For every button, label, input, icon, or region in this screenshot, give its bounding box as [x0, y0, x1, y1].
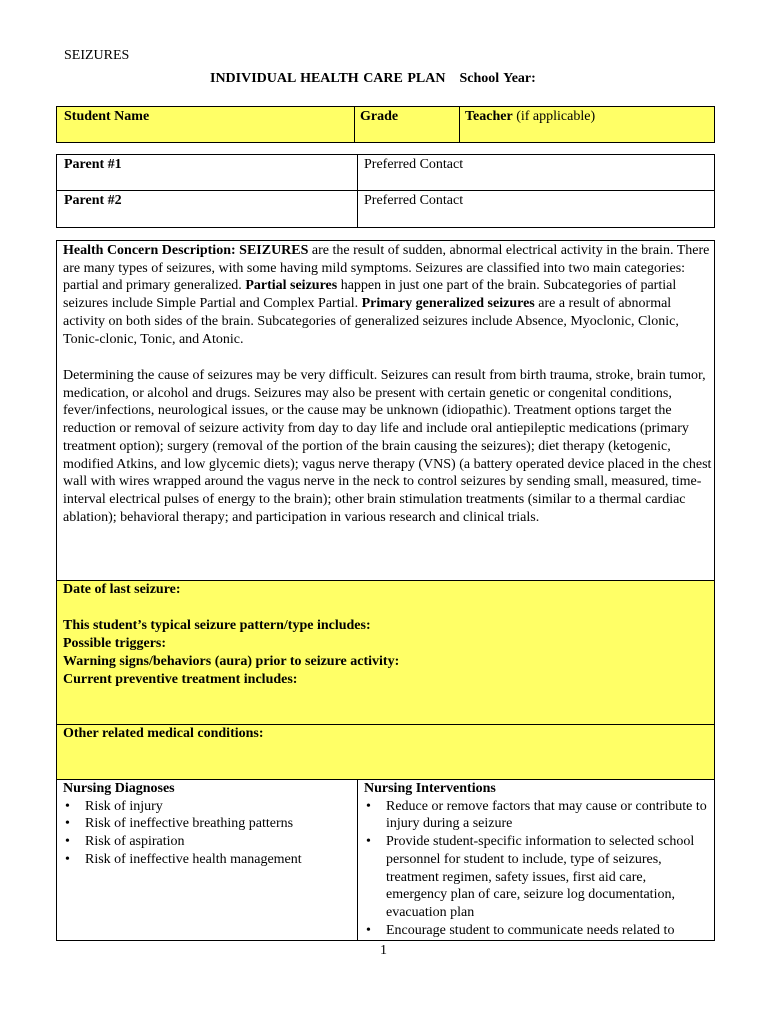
health-concern-paragraph	[63, 242, 713, 348]
seizure-pattern-label: This student’s typical seizure pattern/type includes:	[63, 618, 371, 633]
parent-1-label: Parent #1	[64, 157, 122, 172]
page-title	[210, 71, 536, 87]
page-number: 1	[380, 943, 387, 958]
parent-2-contact: Preferred Contact	[364, 193, 464, 208]
health-concern-label: Health Concern Description	[63, 243, 231, 258]
other-conditions-label: Other related medical conditions:	[63, 726, 264, 741]
cause-treatment-paragraph: Determining the cause of seizures may be very difficult. Seizures can result from birth trauma, stroke, brain tumor, medication, or alcohol and drugs. Seizures may also be present with certain genetic or congenital conditions, fever/infections, neurological issues, or the cause may be unknown (idiopathic). Treatment options target the reduction or removal of seizure activity from day to day life and include oral antiepileptic medications (primary treatment option); surgery (removal of the portion of the brain causing the seizures); diet therapy (ketogenic, modified Atkins, and low glycemic diets); vagus nerve therapy (VNS) (a battery operated device placed in the chest wall with wires wrapped around the vagus nerve in the neck to control seizures by sending small, measured, time-interval electrical pulses of energy to the brain); other brain stimulation treatments (similar to a thermal cardiac ablation); behavioral therapy; and participation in various research and clinical trials.	[63, 368, 712, 525]
student-info-table	[56, 106, 715, 143]
plan-title: INDIVIDUAL HEALTH CARE PLAN	[210, 71, 446, 86]
teacher-label	[465, 108, 595, 126]
teacher-note: (if applicable)	[512, 109, 596, 124]
nursing-interventions-title: Nursing Interventions	[364, 781, 496, 796]
health-concern-text-c: are a result of abnormal activity on both sides of the brain. Subcategories of generalized seizures include Absence, Myoclonic, Clonic, Tonic-clonic, Tonic, and Atonic.	[63, 296, 679, 347]
teacher-label-text: Teacher	[465, 109, 513, 124]
diagnosis-item: • Risk of ineffective health management	[63, 851, 353, 869]
seizures-word: SEIZURES	[239, 243, 309, 258]
intervention-item: • Reduce or remove factors that may cause or contribute to injury during a seizure	[364, 798, 709, 833]
school-year-label: School Year:	[459, 71, 536, 86]
health-concern-colon: :	[230, 243, 240, 258]
possible-triggers-label: Possible triggers:	[63, 636, 167, 651]
intervention-item: • Encourage student to communicate needs related to	[364, 922, 709, 940]
nursing-diagnoses-column	[63, 780, 353, 869]
nursing-interventions-column	[364, 780, 709, 939]
parent-1-contact: Preferred Contact	[364, 157, 464, 172]
parents-table	[56, 154, 715, 228]
preventive-treatment-label: Current preventive treatment includes:	[63, 672, 298, 687]
diagnosis-item: • Risk of aspiration	[63, 833, 353, 851]
grade-label: Grade	[360, 109, 399, 124]
document-topic: SEIZURES	[64, 48, 130, 63]
nursing-diagnoses-list	[63, 798, 353, 869]
intervention-item: • Provide student-specific information to selected school personnel for student to include, type of seizures, treatment regimen, safety issues, first aid care, emergency plan of care, seizure log documentation, evacuation plan	[364, 833, 709, 922]
diagnosis-item: • Risk of ineffective breathing patterns	[63, 815, 353, 833]
parent-2-label: Parent #2	[64, 193, 122, 208]
warning-signs-label: Warning signs/behaviors (aura) prior to seizure activity:	[63, 654, 400, 669]
student-name-label: Student Name	[64, 109, 150, 124]
health-concern-text-b: happen in just one part of the brain. Subcategories of partial seizures include Simple Partial and Complex Partial.	[63, 278, 677, 312]
partial-seizures-term: Partial seizures	[245, 278, 338, 294]
date-last-seizure-label: Date of last seizure:	[63, 582, 181, 597]
primary-generalized-term: Primary generalized seizures	[361, 296, 535, 312]
diagnosis-item: • Risk of injury	[63, 798, 353, 816]
health-concern-text-a: are the result of sudden, abnormal electrical activity in the brain. There are many types of seizures, with some having mild symptoms. Seizures are classified into two main categories: partial and primary generalized.	[63, 243, 710, 294]
nursing-diagnoses-title: Nursing Diagnoses	[63, 781, 175, 796]
nursing-interventions-list	[364, 798, 709, 940]
